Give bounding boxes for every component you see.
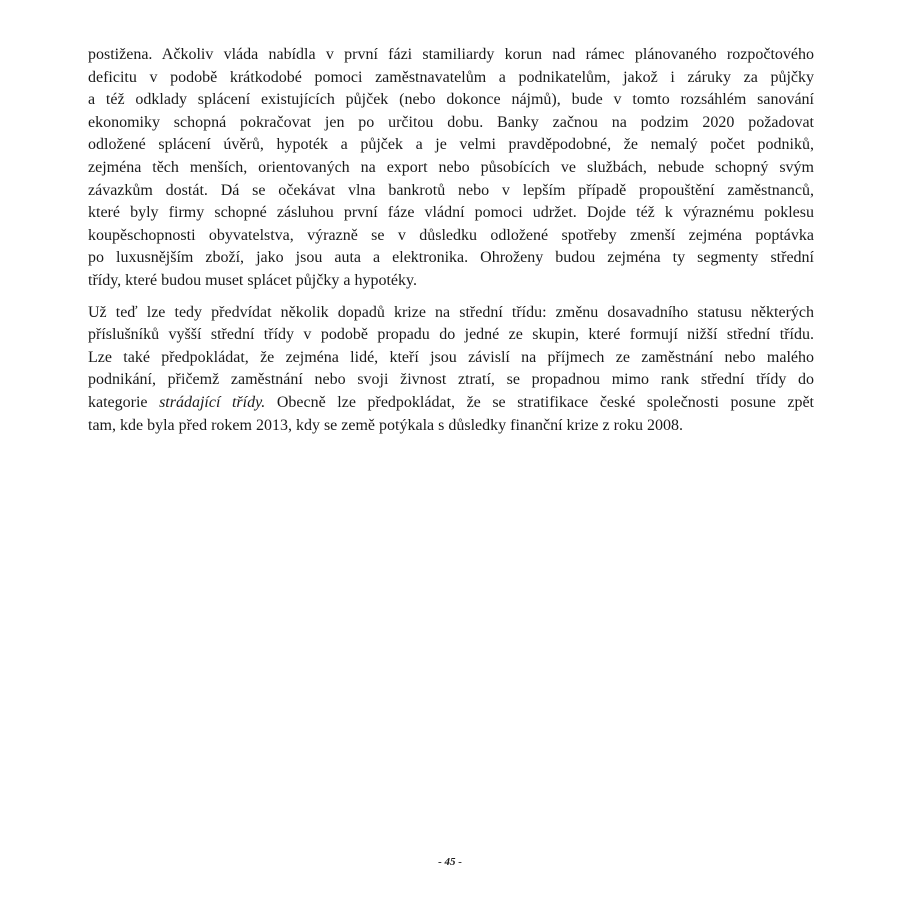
body-text: [88, 44, 814, 446]
paragraph-1-line: postižena. Ačkoliv vláda nabídla v první fázi stamiliardy korun nad rámec plánovaného rozpočtového: [88, 46, 814, 63]
paragraph-1-line: koupěschopnosti obyvatelstva, výrazně se v důsledku odložené spotřeby zmenší zejména poptávka: [88, 226, 814, 244]
paragraph-1: [88, 44, 814, 293]
paragraph-1-line: které byly firmy schopné zásluhou první fáze vládní pomoci udržet. Dojde též k výraznému poklesu: [88, 204, 814, 222]
paragraph-1-line: odložené splácení úvěrů, hypoték a půjček a je velmi pravděpodobné, že nemalý počet podniků,: [88, 136, 814, 154]
paragraph-1-line: a též odklady splácení existujících půjček (nebo dokonce nájmů), bude v tomto rozsáhlém sanování: [88, 91, 814, 109]
page-number: - 45 -: [438, 856, 462, 868]
paragraph-2-line: příslušníků vyšší střední třídy v podobě propadu do jedné ze skupin, které formují nižší střední třídu.: [88, 326, 814, 344]
paragraph-1-line: závazkům dostát. Dá se očekávat vlna bankrotů nebo v lepším případě propouštění zaměstnanců,: [88, 181, 814, 199]
paragraph-2-line: Lze také předpokládat, že zejména lidé, kteří jsou závislí na příjmech ze zaměstnání nebo malého: [88, 348, 814, 366]
line-prefix: kategorie: [88, 393, 160, 411]
paragraph-2-line: podnikání, přičemž zaměstnání nebo svoji živnost ztratí, se propadnou mimo rank střední třídy do: [88, 371, 814, 389]
paragraph-1-line: třídy, které budou muset splácet půjčky a hypotéky.: [88, 271, 417, 289]
paragraph-1-line: po luxusnějším zboží, jako jsou auta a elektronika. Ohroženy budou zejména ty segmenty střední: [88, 249, 814, 267]
paragraph-2-line: [88, 392, 814, 415]
paragraph-1-line: zejména těch menších, orientovaných na export nebo působících ve službách, nebude schopný svým: [88, 158, 814, 176]
paragraph-1-line: deficitu v podobě krátkodobé pomoci zaměstnavatelům a podnikatelům, jakož i záruky za půjčky: [88, 68, 814, 86]
line-suffix: Obecně lze předpokládat, že se stratifikace české společnosti posune zpět: [265, 393, 814, 411]
paragraph-2-line: tam, kde byla před rokem 2013, kdy se země potýkala s důsledky finanční krize z roku 2008.: [88, 416, 683, 434]
paragraph-2: [88, 302, 814, 438]
paragraph-1-line: ekonomiky schopná pokračovat jen po určitou dobu. Banky začnou na podzim 2020 požadovat: [88, 113, 814, 131]
emphasized-term: strádající třídy.: [159, 393, 266, 411]
paragraph-2-line: Už teď lze tedy předvídat několik dopadů krize na střední třídu: změnu dosavadního statusu některých: [88, 303, 814, 321]
